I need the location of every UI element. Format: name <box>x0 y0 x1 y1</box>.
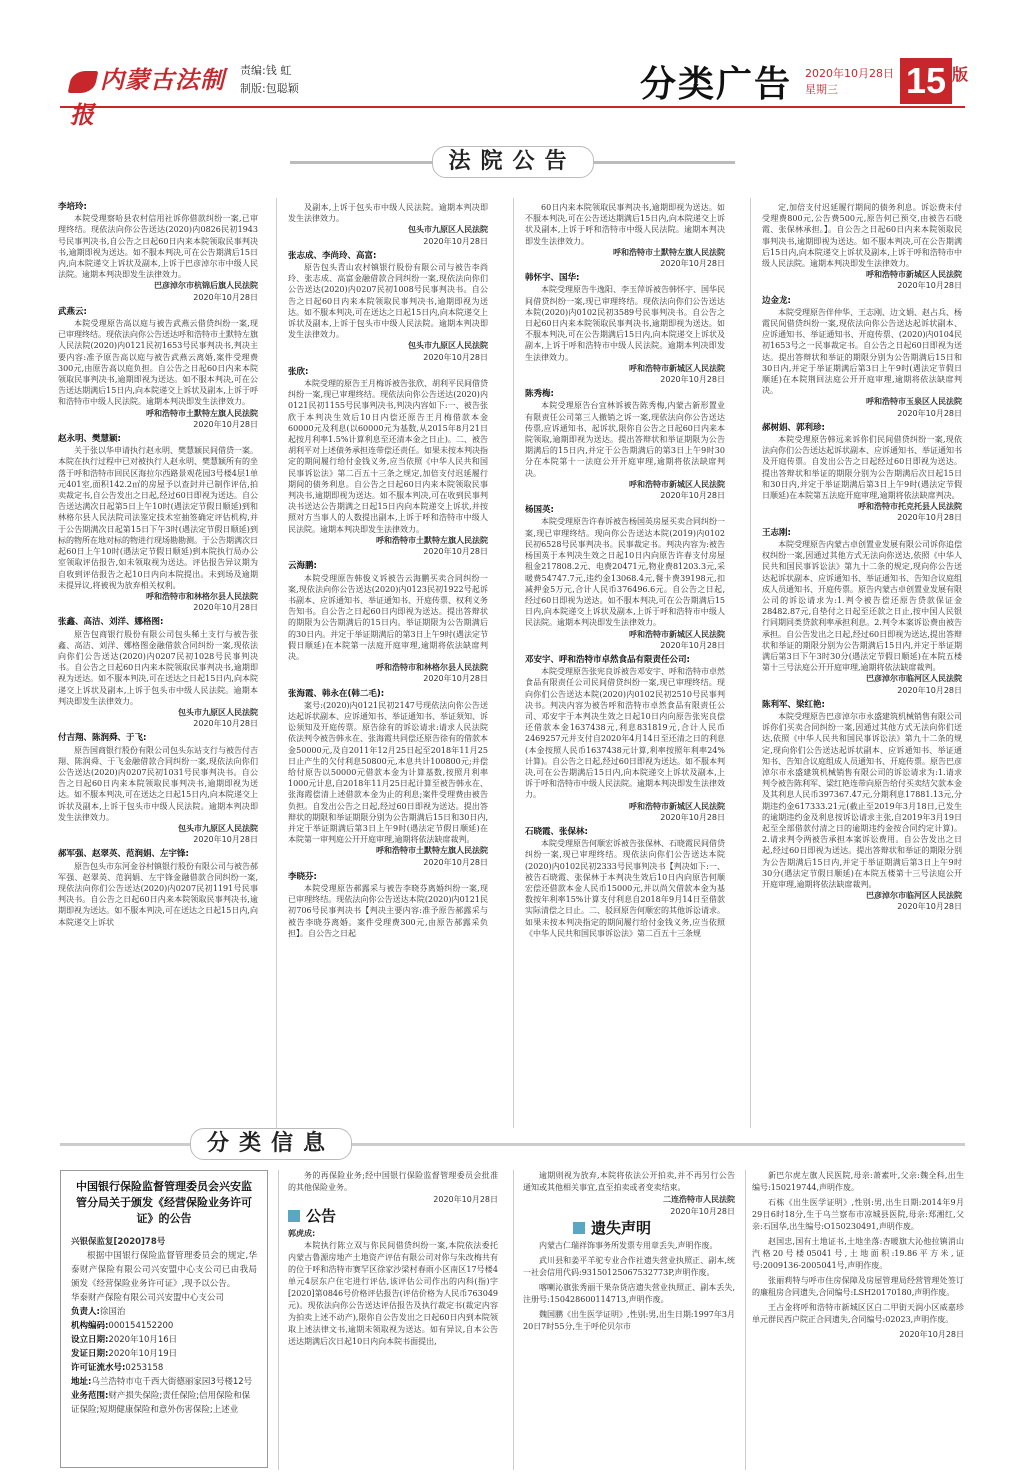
page-number-suffix: 版 <box>952 65 969 84</box>
bank-intro: 根据中国银行保险监督管理委员会的规定,华泰财产保险有限公司兴安盟中心支公司已由我局颁发《经营保险业务许可证》,现予以公告。 <box>71 1251 257 1289</box>
court-notices-banner <box>60 146 965 178</box>
notice-recipient: 云海鹏: <box>288 561 317 572</box>
notice-date: 2020年10月28日 <box>193 419 258 429</box>
bank-field-label: 设立日期: <box>71 1335 109 1345</box>
notice-date: 2020年10月28日 <box>660 259 725 269</box>
notice-court: 巴彦淖尔市临河区人民法院 <box>866 891 962 901</box>
bank-field-value: 2020年10月16日 <box>108 1335 178 1345</box>
notice-body: 本院受理原告郝露采与被告李晓芬离婚纠纷一案,现已审理终结。现依法向你公告送达本院(2020)内0121民初706号民事判决书【判决主要内容:准予原告郝露采与被告李晓芬离婚。案件受理费300元,由原告郝露采负担】。自公告之日起 <box>288 883 488 938</box>
notice-body: 定,加倍支付迟延履行期间的债务利息。诉讼费未付受理费800元,公告费500元,原告何已预交,由被告石晓霞、张保林承担。】。自公告之日起60日内来本院领取民事判决书,逾期即视为送达。如不服本判决,可在公告期满后15日内,向本院递交上诉状及副本,上诉于呼和浩特市中级人民法院。逾期本判决即发生法律效力。 <box>762 203 962 269</box>
notice-recipient: 陈利军、梁红艳: <box>762 699 825 710</box>
bank-field-row <box>71 1361 257 1375</box>
notice-court: 呼和浩特市新城区人民法院 <box>866 270 962 280</box>
notice-body: 本院受理原告牛逸阳、李玉萍诉被告韩怀宇、国华民间借贷纠纷一案,现已审理终结。现依法向你们公告送达本院(2020)内0102民初3589号民事判决书。自公告之日起60日内来本院领取民事判决书,逾期即视为送达。如不服本判决,可在公告期满后15日内,向本院递交上诉状及副本,上诉于呼和浩特市中级人民法院。逾期本判决即发生法律效力。 <box>525 285 725 362</box>
court-notice <box>288 689 488 868</box>
court-notice <box>288 561 488 684</box>
issue-weekday: 星期三 <box>805 83 838 96</box>
bank-field-value: 徐国治 <box>99 1307 126 1317</box>
editor-line: 责编:钱 虹 <box>240 64 292 77</box>
court-column <box>58 198 258 1128</box>
column-divider <box>750 198 751 1128</box>
bank-company-name: 华泰财产保险有限公司兴安盟中心支公司 <box>71 1293 225 1303</box>
court-notice <box>58 202 258 303</box>
notice-date: 2020年10月28日 <box>193 603 258 613</box>
notice-date: 2020年10月28日 <box>660 640 725 650</box>
notice-date: 2020年10月28日 <box>423 857 488 867</box>
notice-body: 本院受理原告伴仲华、王志刚、边文娟、赵占兵、杨霞民间借贷纠纷一案,现依法向你公告送达起诉状副本、应诉通知书、举证通知书、开庭传票、(2020)内0104民初1653号之一民事裁定书。自公告之日起60日即视为送达。提出答辩状和举证的期限分别为公告期满后15日和30日内,并定于举证期满后第3日上午9时(遇法定节假日顺延)在本院荆回法庭公开开庭审理,逾期将依法缺席判决。 <box>762 307 962 396</box>
bank-doc-no: 兴银保监复[2020]78号 <box>71 1237 166 1247</box>
notice-date: 2020年10月28日 <box>423 352 488 362</box>
column-divider <box>513 1170 514 1470</box>
lost-item: 张丽莉特与呼市住房保障及房屋管理局经营管理处签订的廉租房合同遗失,合同编号:LSH20170180,声明作废。 <box>752 1276 964 1297</box>
heading-square-icon <box>288 1210 300 1222</box>
notice-body: 本院受理原告许春诉被告杨国英房屋买卖合同纠纷一案,现已审理终结。现向你公告送达本院(2019)内0102民初6528号民事判决书。民事裁定书。判决内容为:被告杨国英于本判决生效之日起10日内向原告许春支付房屋租金217808.2元、电费20471元,物业费81203.3元,采暖费54747.7元,违约金13068.4元,餐卡费39198元,扣减押金5万元,合计人民币376496.6元。自公告之日起,经过60日即视为送达。如不服本判决,可在公告期满后15日内,向本院递交上诉状及副本,上诉于呼和浩特市中级人民法院。逾期本判决即发生法律效力。 <box>525 517 725 628</box>
notice-recipient: 张鑫、高洁、刘洋、娜格图: <box>58 617 164 628</box>
notice-court: 呼和浩特市土默特左旗人民法院 <box>376 846 488 856</box>
notice-court: 包头市九原区人民法院 <box>178 707 258 717</box>
bank-field-label: 机构编码: <box>71 1321 109 1331</box>
notice-court: 呼和浩特市和林格尔县人民法院 <box>146 591 258 601</box>
announce-date: 2020年10月28日 <box>670 1207 735 1216</box>
column-divider <box>276 198 277 1128</box>
section-title: 分类广告 <box>640 64 793 105</box>
notice-court: 巴彦淖尔市杭锦后旗人民法院 <box>154 281 258 291</box>
notice-recipient: 张欣: <box>288 366 309 377</box>
notice-recipient: 王志刚: <box>762 527 791 538</box>
court-notice <box>288 872 488 939</box>
bank-field-label: 负责人: <box>71 1307 100 1317</box>
notice-body: 本院受理原告巴彦淖尔市永盛建筑机械销售有限公司诉你们买卖合同纠纷一案,因通过其他方式无法向你们送达,依照《中华人民共和国民事诉讼法》第九十二条的规定,现向你们公告送达起诉状副本、应诉通知书、举证通知书、告知合议庭组成人员通知书、开庭传票。原告巴彦淖尔市永盛建筑机械销售有限公司的诉讼请求为:1.请求判令被告陈利军、梁红艳连带向原告给付买卖结欠款本金及其利息人民币397367.47元,分期利息17881.13元,分期违约金617333.21元(截止至2019年3月18日,已发生的逾期违约金及利息按诉讼请求主张,自2019年3月19日起至全部借款付清之日的逾期违约金按合同约定计算)。2.请求判令两被告承担本案诉讼费用。自公告发出之日起,经过60日即视为送达。提出答辩状和举证的期限分别为公告期满后15日内,并定于举证期满后第3日上午9时30分(遇法定节假日顺延)在本院五楼第十三号法庭公开开庭审理,逾期将依法缺席裁判。 <box>762 711 962 889</box>
court-notice <box>762 202 962 292</box>
notice-court: 呼和浩特市土默特左旗人民法院 <box>146 408 258 418</box>
court-notice <box>525 273 725 385</box>
notice-body: 本院受理原告韩远来诉你们民间借贷纠纷一案,现依法向你们公告送达起诉状副本、应诉通知书、举证通知书及开庭传票。自发出公告之日起经过60日即视为送达。提出答辩状和举证的期限分别为公告期满后次日起15日和30日内,并定于举证期满后第3日上午9时(遇法定节假日顺延)在本院第五法庭开庭审理,逾期将依法缺席判决。 <box>762 435 962 501</box>
notice-recipient: 边金龙: <box>762 295 791 306</box>
notice-recipient: 张志成、李尚玲、高富: <box>288 250 377 261</box>
notice-date: 2020年10月28日 <box>660 812 725 822</box>
court-notice <box>525 202 725 269</box>
court-column <box>525 198 725 1128</box>
bank-field-value: 000154152200 <box>108 1321 174 1331</box>
bank-field-value: 乌兰浩特市屯千西大街德丽家园3号楼12号 <box>91 1377 253 1387</box>
notice-court: 包头市九原区人民法院 <box>408 341 488 351</box>
notice-recipient: 郝军强、赵翠英、范润娟、左宇锋: <box>58 849 189 860</box>
court-column <box>288 198 488 1128</box>
notice-body: 原告包头市东河金谷村镇银行股份有限公司与被告郝军强、赵翠英、范润娟、左宇锋金融借款合同纠纷一案,现依法向你们公告送达(2020)内0207民初1191号民事判决书。自公告之日起60日内来本院领取民事判决书,逾期即视为送达。如不服本判决,可在送达之日起15日内,向本院递交上诉状 <box>58 861 258 927</box>
notice-court: 包头市九原区人民法院 <box>178 823 258 833</box>
notice-body: 本院受理原告台宜林诉被告陈秀梅,内蒙古新形置业有限责任公司第三人撤销之诉一案,现依法向你公告送达传票,应诉通知书、起诉状,限你自公告之日起60日内来本院领取,逾期即视为送达。提出答辩状和举证期限为公告期满后的15日内,并定于公告期满后的第3日上午9时30分在本院第十一法庭公开开庭审理,逾期将依法缺席判决。 <box>525 401 725 478</box>
court-notice <box>58 849 258 927</box>
heading-square-icon <box>573 1222 585 1234</box>
notice-court: 呼和浩特市新城区人民法院 <box>629 801 725 811</box>
court-notice <box>288 367 488 557</box>
notice-date: 2020年10月28日 <box>423 674 488 684</box>
lost-item: 内蒙古仁瑞祥饰事务所发票专用章丢失,声明作废。 <box>539 1241 718 1250</box>
notice-recipient: 张海霞、韩永在(韩二毛): <box>288 688 385 699</box>
lost-item: 王占金将呼和浩特市新城区区白二甲街天润小区威嘉珍单元群民西户院正合同遗失,合同编号:02023,声明作废。 <box>752 1303 964 1324</box>
lost-items-continued <box>752 1170 964 1326</box>
bank-field-value: 0253158 <box>125 1363 164 1373</box>
notice-recipient: 郝树娟、郭利珍: <box>762 422 825 433</box>
newspaper-logo: 内蒙古法制报 <box>70 60 238 94</box>
editor-credits <box>240 62 299 98</box>
notice-recipient: 韩怀宇、国华: <box>525 273 580 284</box>
notice-recipient: 付吉翔、陈润舜、于飞: <box>58 733 147 744</box>
court-notice <box>762 528 962 696</box>
court-column <box>762 198 962 1128</box>
lost-item: 赵国忠,国有土地证书,土地坐落:杏暖旗大沁他拉镇消山汽格20号楼05041号,土地面积:19.86平方米,证号:2009136-2005041号,声明作废。 <box>752 1237 964 1270</box>
bank-field-row <box>71 1389 257 1417</box>
notice-body: 原告包头青山农村镇银行股份有限公司与被告李尚玲、张志成、高富金融借款合同纠纷一案,现依法向你们公告送达(2020)内0207民初1008号民事判决书。自公告之日起60日内来本院领取民事判决书,逾期即视为送达。如不服本判决,可在送达之日起15日内,向本院递交上诉状及副本,上诉于包头市中级人民法院。逾期本判决即发生法律效力。 <box>288 263 488 340</box>
notice-date: 2020年10月28日 <box>660 491 725 501</box>
notice-recipient: 李晓芬: <box>288 871 317 882</box>
bank-field-row <box>71 1305 257 1319</box>
lost-column <box>523 1170 735 1470</box>
notice-recipient: 杨国英: <box>525 505 554 516</box>
notice-date: 2020年10月28日 <box>193 835 258 845</box>
notice-date: 2020年10月28日 <box>423 547 488 557</box>
notice-body: 60日内来本院领取民事判决书,逾期即视为送达。如不服本判决,可在公告送达期满后15日内,向本院递交上诉状及副本,上诉于呼和浩特市中级人民法院。逾期本判决即发生法律效力。 <box>525 203 725 246</box>
lost-item: 武川县和姜平羊驼专业合作社遗失营业执照正、副本,统一社会信用代码:93150125067532773P,声明作废。 <box>523 1256 735 1277</box>
notice-recipient: 武燕云: <box>58 306 87 317</box>
notice-court: 呼和浩特市土默特左旗人民法院 <box>613 247 725 257</box>
announce-recipient: 郭虎成: <box>288 1229 316 1238</box>
column-divider <box>745 1170 746 1470</box>
notice-court: 呼和浩特市新城区人民法院 <box>629 629 725 639</box>
court-notice <box>288 202 488 247</box>
announce-heading: 公告 <box>288 1210 498 1222</box>
notice-body: 本院受理原告张宪良诉被告邓安宇、呼和浩特市卓然食品有限责任公司民间借贷纠纷一案,现已审理终结。现向你们公告送达本院(2020)内0102民初2510号民事判决书。判决内容为被告呼和浩特市卓然食品有限责任公司、邓安宇于本判决生效之日起10日内向原告张宪良偿还借款本金1637438元,利息831819元,合计人民币2469257元并支付自2020年4月14日至还清之日的利息(本金按照人民币1637438元计算,利率按照年利率24%计算)。自公告之日起,经过60日即视为送达。如不服本判决,可在公告期满后15日内,向本院递交上诉状及副本,上诉于呼和浩特市中级人民法院。逾期本判决即发生法律效力。 <box>525 667 725 800</box>
court-notice <box>762 700 962 913</box>
bank-notice-box <box>60 1170 268 1468</box>
notice-court: 呼和浩特市土默特左旗人民法院 <box>376 535 488 545</box>
notice-recipient: 李培玲: <box>58 202 87 212</box>
notice-recipient: 陈秀梅: <box>525 389 554 400</box>
logo-emblem-icon <box>68 71 99 93</box>
court-notice <box>525 389 725 501</box>
notice-court: 呼和浩特市和林格尔县人民法院 <box>376 663 488 673</box>
notice-body: 本院受理原告高以庭与被告武燕云借贷纠纷一案,现已审理终结。现依法向你公告送达呼和浩特市土默特左旗人民法院(2020)内0121民初1653号民事判决书,判决主要内容:准予原告高以庭与被告武燕云离婚,案件受理费300元,由原告高以庭负担。自公告之日起60日内来本院领取民事判决书,逾期即视为送达。如不服本判决,可在公告送达期满后15日内,向本院递交上诉状及副本,上诉于呼和浩特市中级人民法院。逾期本判决即发生法律效力。 <box>58 319 258 407</box>
bank-notice-date: 2020年10月28日 <box>433 1195 498 1204</box>
page-number: 15 <box>900 58 952 104</box>
court-notice <box>525 827 725 939</box>
notice-date: 2020年10月28日 <box>193 719 258 729</box>
lost-column-2 <box>752 1170 964 1470</box>
court-notices-heading: 法院公告 <box>431 146 593 178</box>
announce-body-continued: 逾期则视为放弃,本院将依法公开拍卖,并不再另行公告通知或其他相关事宜,直至拍卖或者变卖结束。 <box>523 1171 735 1192</box>
lost-date: 2020年10月28日 <box>899 1330 964 1339</box>
notice-court: 巴彦淖尔市临河区人民法院 <box>866 674 962 684</box>
notice-body: 本院受理原告何顺宏诉被告张保林、石晓霞民间借贷纠纷一案,现已审理终结。现依法向你们公告送达本院(2020)内0102民初2333号民事判决书【判决如下:一、被告石晓霞、张保林于本判决生效后10日内向原告何顺宏偿还借款本金人民币15000元,并以尚欠借款本金为基数按年利率15%计算支付利息自2018年9月14日至借款实际清偿之日止。二、驳回原告何顺宏的其他诉讼请求。如果未按本判决指定的期间履行给付金钱义务,应当依照《中华人民共和国民事诉讼法》第二百五十三条规 <box>525 839 725 938</box>
notice-body: 本院受理的原告王月梅诉被告张欣、胡利平民间借贷纠纷一案,现已审理终结。现依法向你公告送达(2020)内0121民初1155号民事判决书,判决内容如下:一、被告张欣于本判决生效后10日内偿还原告王月梅借款本金60000元及利息(以60000元为基数,从2015年8月21日起按月利率1.5%计算利息至还清本金之日止)。二、被告胡利平对上述债务承担连带偿还责任。如果未按本判决指定的期间履行给付金钱义务,应当依照《中华人民共和国民事诉讼法》第二百五十三条之规定,加倍支付迟延履行期间的债务利息。自公告之日起60日内来本院领取民事判决书,逾期即视为送达。如不服本判决,可在收到民事判决书送达公告期满之日起15日内向本院递交上诉状,并按照对方当事人的人数提出副本,上诉于呼和浩特市中级人民法院。逾期本判决即发生法律效力。 <box>288 379 488 534</box>
notice-body: 原告国商银行股份有限公司包头东站支行与被告付吉翔、陈润舜、于飞金融借款合同纠纷一案,现依法向你们公告送达(2020)内0207民初1031号民事判决书。自公告之日起60日内来本院领取民事判决书,逾期即视为送达。如不服本判决,可在送达之日起15日内,向本院递交上诉状及副本,上诉于包头市中级人民法院。逾期本判决即发生法律效力。 <box>58 745 258 822</box>
header-rule <box>60 106 965 108</box>
classified-info-heading: 分类信息 <box>190 1128 352 1160</box>
column-divider <box>278 1170 279 1470</box>
notice-date: 2020年10月28日 <box>897 513 962 523</box>
bank-field-row <box>71 1347 257 1361</box>
lost-item: 魏国鹏《出生医学证明》,性别:男,出生日期:1997年3月20日7时55分,生于呼伦贝尔市 <box>523 1310 735 1331</box>
notice-date: 2020年10月28日 <box>193 292 258 302</box>
notice-court: 呼和浩特市托克托县人民法院 <box>858 502 962 512</box>
lost-heading: 遗失声明 <box>573 1222 735 1234</box>
classified-info-banner <box>60 1128 965 1160</box>
bank-field-label: 业务范围: <box>71 1391 109 1401</box>
notice-date: 2020年10月28日 <box>660 375 725 385</box>
bank-field-label: 地址: <box>71 1377 92 1387</box>
notice-recipient: 赵永明、樊慧颖: <box>58 434 121 445</box>
notice-body: 本院受理原告内蒙古卓创置业发展有限公司诉你追偿权纠纷一案,因通过其他方式无法向你送达,依照《中华人民共和国民事诉讼法》第九十二条的规定,现向你公告送达起诉状副本、应诉通知书、举证通知书、告知合议庭组成人员通知书、开庭传票。原告内蒙古卓创置业发展有限公司的诉讼请求为:1.判令被告偿还原告贷款保证金28482.87元,自垫付之日起至还款之日止,按中国人民银行同期同类贷款利率承担利息。2.判令本案诉讼费由被告承担。自公告发出之日起,经过60日即视为送达,提出答辩状和举证的期限分别为公告期满后15日内,并定于举证期满后第3日下午3时30分(遇法定节假日顺延)在本院五楼第十三号法庭公开开庭审理,逾期将依法缺席裁判。 <box>762 539 962 673</box>
bank-field-row <box>71 1319 257 1333</box>
bank-field-value: 财产损失保险;责任保险;信用保险和保证保险;短期健康保险和意外伤害保险;上述业 <box>71 1391 251 1415</box>
bank-notice-title: 中国银行保险监督管理委员会兴安监管分局关于颁发《经营保险业务许可证》的公告 <box>76 1180 252 1225</box>
notice-date: 2020年10月28日 <box>897 281 962 291</box>
notice-date: 2020年10月28日 <box>897 685 962 695</box>
lost-item: 喀喇沁旗张秀丽干果杂货店遗失营业执照正、副本丢失,注册号:150428600114713,声明作废。 <box>523 1283 735 1304</box>
column-divider <box>513 198 514 1128</box>
issue-date-text: 2020年10月28日 <box>805 67 894 80</box>
notice-body: 本院受理原告韩俊义诉被告云海鹏买卖合同纠纷一案,现依法向你公告送达(2020)内0123民初1922号起诉书副本、应诉通知书、举证通知书、开庭传票、权利义务告知书。自公告之日起60日内即视为送达。提出答辩状的期限为公告期满后的15日内。举证期限为公告期满后的30日内。并定于举证期满后的第3日上午9时(遇法定节假日顺延)在本院第一法庭开庭审理,逾期将依法缺席判决。 <box>288 573 488 661</box>
notice-court: 包头市九原区人民法院 <box>408 225 488 235</box>
bank-field-value: 2020年10月19日 <box>108 1349 178 1359</box>
announce-court: 二连浩特市人民法院 <box>663 1195 735 1204</box>
notice-court: 呼和浩特市新城区人民法院 <box>629 363 725 373</box>
lost-item: 新巴尔虎左旗人民医院,母亲:萧素叶,父亲:魏全科,出生编号:150219744,声明作废。 <box>752 1171 964 1192</box>
notice-recipient: 石晓霞、张保林: <box>525 826 588 837</box>
court-notice <box>525 505 725 651</box>
court-notice <box>58 307 258 430</box>
bank-notice <box>60 1170 268 1470</box>
lost-item: 石栋《出生医学证明》,性别:男,出生日期:2014年9月29日6时18分,生于乌兰察布市凉城县医院,母亲:郑湘红,父亲:石国华,出生编号:O150230491,声明作废。 <box>752 1198 964 1231</box>
court-notice <box>525 655 725 823</box>
lost-items <box>523 1240 735 1333</box>
notice-body: 关于张以华申请执行赵永明、樊慧颖民间借贷一案。本院在执行过程中已对被执行人赵永明、樊慧颖所有的坐落于呼和浩特市回民区海拉尔西路景观花园3号楼4层1单元401室,面积142.2㎡的房屋予以查封并已制作评估,拍卖裁定书,自公告发出之日起,经过60日即视为送达。自公告送达满次日起第5日上午10时(遇法定节假日顺延)到和林格尔县人民法院司法鉴定技术室抽签确定评估机构,并于公告期满次日起第15日下午3时(遇法定节假日顺延)到标的物所在地对标的物进行现场勘勘测。于公告期满次日起60日上午10时(遇法定节假日顺延)到本院执行局办公室领取评估报告,如未领取视为送达。评估报告异议期为自收到评估报告之起10日内向本院提出。未到场及逾期未提异议,将被视为放弃相关权利。 <box>58 446 258 590</box>
court-notice <box>58 733 258 845</box>
announce-column <box>288 1170 498 1470</box>
bank-field-label: 许可证流水号: <box>71 1363 126 1373</box>
notice-court: 呼和浩特市玉泉区人民法院 <box>866 397 962 407</box>
notice-date: 2020年10月28日 <box>423 236 488 246</box>
court-notice <box>58 617 258 729</box>
production-line: 制版:包聪颖 <box>240 82 299 95</box>
notice-body: 本院受理察哈县农村信用社诉你借款纠纷一案,已审理终结。现依法向你公告送达(2020)内0826民初1943号民事判决书,自公告之日起60日内来本院领取民事判决书,逾期即视为送达。如不服本判决,可在公告期满后15日内,向本院递交上诉状及副本,上诉于巴彦淖尔市中级人民法院。逾期本判决即发生法律效力。 <box>58 214 258 280</box>
bank-field-label: 发证日期: <box>71 1349 109 1359</box>
notice-body: 案号:(2020)内0121民初2147号现依法向你公告送达起诉状副本、应诉通知书、举证通知书、举证须知、诉讼须知及开庭传票。原告徐有的诉讼请求:请求人民法院依法判令被告韩永在、张海霞共同偿还原告徐有的借款本金50000元,及自2011年12月25日起至2018年11月25日止产生的欠付利息50800元,本息共计100800元;并偿给付原告以50000元借款本金为计算基数,按照月利率1000元计息,自2018年11月25日起计算至被告韩永在、张海霞偿清上述借款本金为止的利息;案件受理费由被告负担。自发出公告之日起,经过60日即视为送达。提出答辩状的期限和举证期限分别为公告期满后15日和30日内,并定于举证期满后第3日上午9时(遇法定节假日顺延)在本院第一审判庭公开开庭审理,逾期将依法缺席裁判。 <box>288 700 488 845</box>
announce-body: 本院执行陈立双与你民间借贷纠纷一案,本院依法委托内蒙古鲁源房地产土地资产评估有限公司对你与朱改梅共有的位于呼和浩特市赛罕区徐家沙梁村春雨小区南区17号楼4单元4层东户住宅进行评估,该评估公司作出的内科(指)字[2020]第0846号价格评估报告(评估价格为人民币763049元)。现依法向你公告送达评估报告及执行裁定书(裁定内容为拍卖上述不动产),限你自公告发出之日起60日内到本院领取上述法律文书,逾期未领取视为送达。如有异议,自本公告送达期满后次日起10日内向本院书面提出, <box>288 1241 498 1346</box>
court-notice <box>58 434 258 613</box>
notice-recipient: 邓安宇、呼和浩特市卓然食品有限责任公司: <box>525 654 690 665</box>
bank-fields <box>71 1305 257 1417</box>
notice-date: 2020年10月28日 <box>897 902 962 912</box>
court-notice <box>288 251 488 363</box>
bank-notice-continued: 务的再保险业务;经中国银行保险监督管理委员会批准的其他保险业务。 <box>288 1171 498 1192</box>
court-notice <box>762 423 962 524</box>
notice-date: 2020年10月28日 <box>897 408 962 418</box>
bank-field-row <box>71 1333 257 1347</box>
notice-body: 及副本,上诉于包头市中级人民法院。逾期本判决即发生法律效力。 <box>288 203 488 224</box>
issue-date <box>805 66 894 98</box>
notice-court: 呼和浩特市新城区人民法院 <box>629 479 725 489</box>
bank-field-row <box>71 1375 257 1389</box>
court-notice <box>762 296 962 419</box>
notice-body: 原告包商银行股份有限公司包头稀土支行与被告张鑫、高洁、刘洋、娜格图金融借款合同纠纷一案,现依法向你们公告送达(2020)内0207民初1028号民事判决书。自公告之日起60日内来本院领取民事判决书,逾期即视为送达。如不服本判决,可在送达之日起15日内,向本院递交上诉状及副本,上诉于包头市中级人民法院。逾期本判决即发生法律效力。 <box>58 629 258 706</box>
